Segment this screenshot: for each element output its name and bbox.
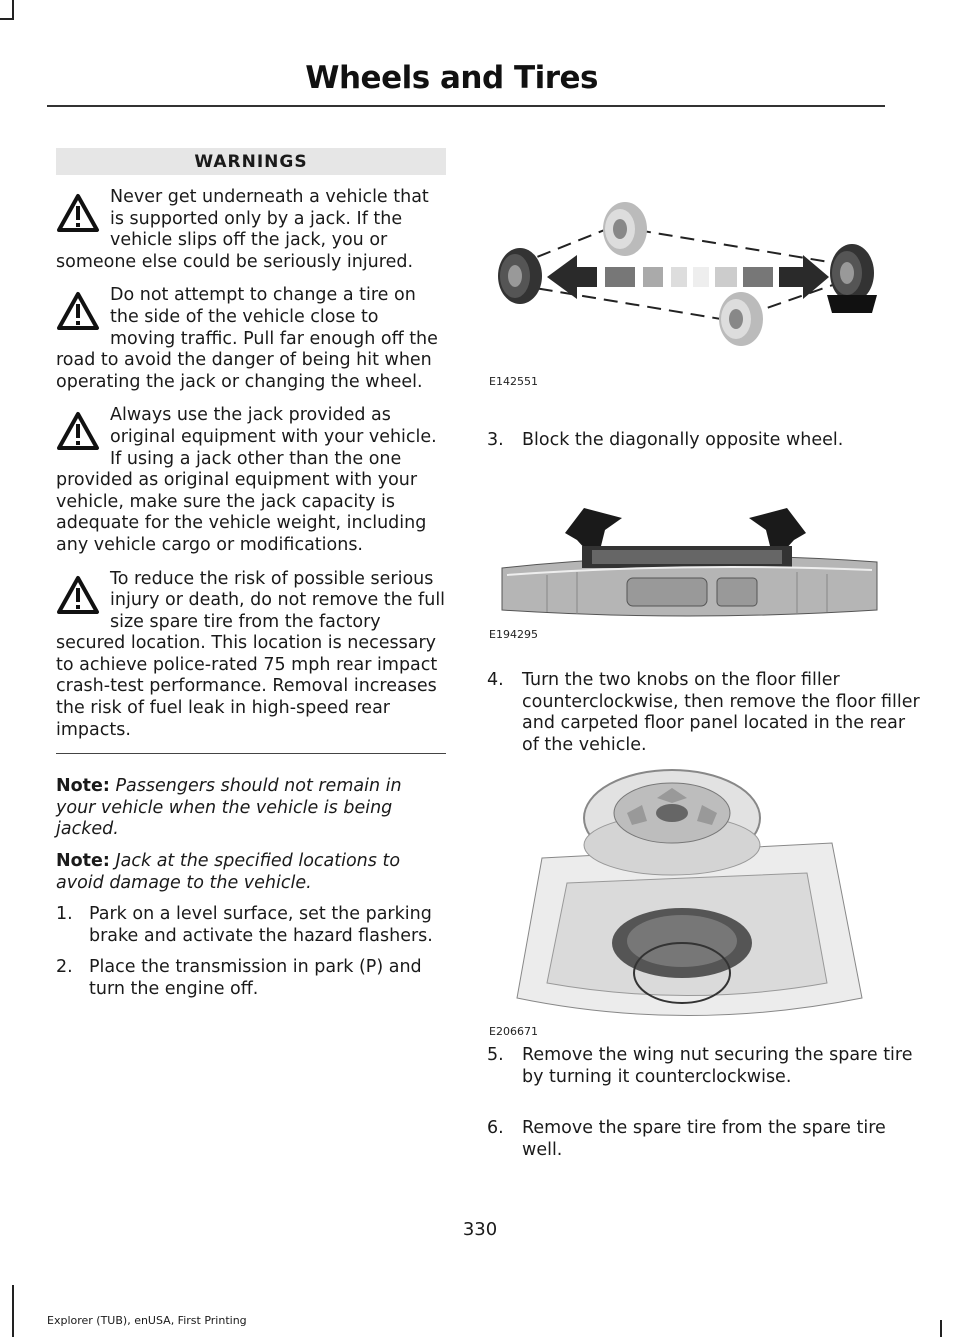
figure-wheel-diagonal: [487, 185, 887, 388]
step-text: Remove the spare tire from the spare tire well.: [522, 1118, 886, 1160]
step-text: Turn the two knobs on the floor filler counterclockwise, then remove the floor filler and carpeted floor panel located in the rear of the vehicle.: [522, 670, 920, 755]
step-text: Remove the wing nut securing the spare tire by turning it counterclockwise.: [522, 1045, 913, 1087]
step-text: Block the diagonally opposite wheel.: [522, 430, 844, 450]
figure-code: E206671: [489, 1025, 538, 1038]
warnings-heading: WARNINGS: [56, 148, 446, 175]
warning-item: [56, 187, 446, 273]
warning-item: [56, 405, 446, 556]
warning-triangle-icon: [56, 291, 100, 331]
tire-icon: [498, 248, 542, 304]
tire-icon: [719, 292, 763, 346]
spare-tire-illustration: [487, 763, 887, 1033]
step-number: 3.: [487, 430, 504, 450]
note-text: Passengers should not remain in your vehicle when the vehicle is being jacked.: [56, 776, 402, 840]
step-item: [487, 670, 922, 756]
left-column: [56, 148, 446, 1001]
figure-code: E194295: [489, 628, 538, 641]
figure-spare-tire: [487, 763, 887, 1037]
note-text: Jack at the specified locations to avoid damage to the vehicle.: [56, 851, 401, 893]
crop-mark: [12, 0, 14, 20]
warning-item: [56, 285, 446, 393]
figure-floor-filler: [487, 500, 887, 641]
step-item: [56, 904, 446, 947]
step-text: Park on a level surface, set the parking brake and activate the hazard flashers.: [89, 904, 433, 946]
crop-mark: [0, 18, 14, 20]
wheel-diagonal-illustration: [487, 185, 887, 370]
step-number: 5.: [487, 1045, 504, 1065]
warning-triangle-icon: [56, 193, 100, 233]
warning-text: Do not attempt to change a tire on the side of the vehicle close to moving traffic. Pull far enough off the road to avoid the danger of being hit when operating the jack or changing the wheel.: [56, 285, 438, 392]
step-item: [487, 1045, 922, 1088]
step-text: Place the transmission in park (P) and turn the engine off.: [89, 957, 422, 999]
warning-triangle-icon: [56, 411, 100, 451]
step-number: 6.: [487, 1118, 504, 1138]
note-label: Note:: [56, 851, 110, 872]
step-item: [56, 957, 446, 1000]
note: [56, 776, 446, 841]
crop-mark: [940, 1320, 942, 1337]
crop-mark: [12, 1285, 14, 1337]
warning-text: To reduce the risk of possible serious injury or death, do not remove the full size spare tire from the factory secured location. This location is necessary to achieve police-rated 75 mph rear impact crash-test performance. Removal increases the risk of fuel leak in high-speed rear impacts.: [56, 568, 446, 740]
step-number: 1.: [56, 904, 73, 925]
note: [56, 851, 446, 894]
warning-text: Always use the jack provided as original equipment with your vehicle. If using a jack other than the one provided as original equipment with your vehicle, make sure the jack capacity is adequate for the vehicle weight, including any vehicle cargo or modifications.: [56, 405, 437, 555]
page-number: 330: [462, 1219, 498, 1240]
warnings-divider: [56, 753, 446, 754]
step-number: 4.: [487, 670, 504, 690]
header-divider: [47, 105, 885, 107]
right-column: [487, 185, 920, 1160]
figure-code: E142551: [489, 375, 538, 388]
floor-filler-illustration: [487, 500, 887, 630]
tire-icon: [827, 244, 877, 313]
warning-text: Never get underneath a vehicle that is supported only by a jack. If the vehicle slips off the jack, you or someone else could be seriously injured.: [56, 187, 429, 272]
footer-printing: Explorer (TUB), enUSA, First Printing: [47, 1314, 247, 1327]
warning-triangle-icon: [56, 575, 100, 615]
step-item: [487, 430, 922, 452]
warning-item: [56, 569, 446, 742]
step-item: [487, 1118, 922, 1161]
note-label: Note:: [56, 776, 110, 797]
tire-icon: [603, 202, 647, 256]
page-title: Wheels and Tires: [305, 60, 598, 96]
step-number: 2.: [56, 957, 73, 978]
